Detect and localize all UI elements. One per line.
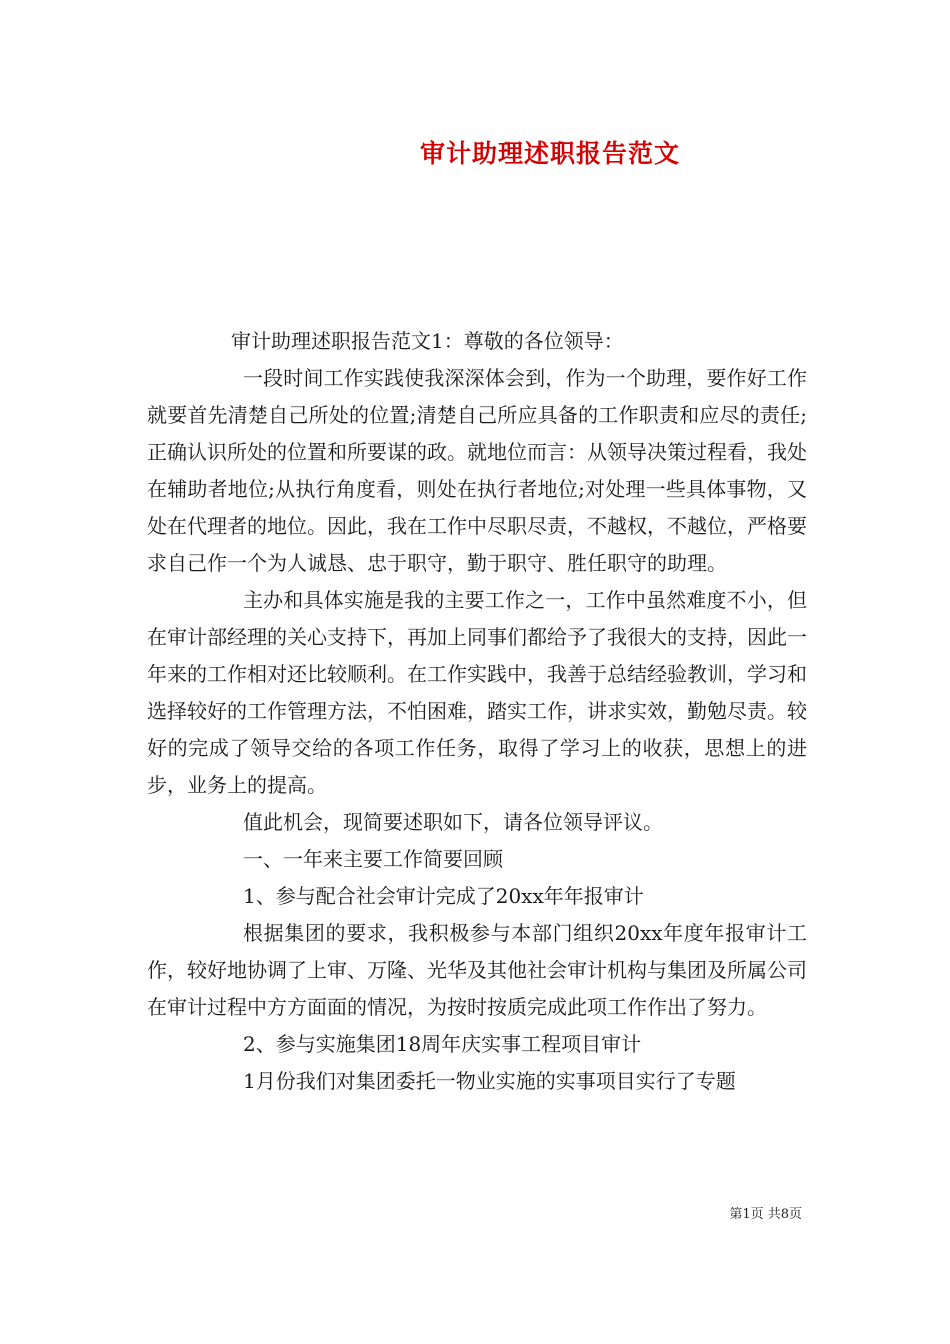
paragraph-main-work: 主办和具体实施是我的主要工作之一，工作中虽然难度不小，但在审计部经理的关心支持下，再加上同事们都给予了我很大的支持，因此一年来的工作相对还比较顺利。在工作实践中，我善于总结经验教训，学习和选择较好的工作管理方法，不怕困难，踏实工作，讲求实效，勤勉尽责。较好的完成了领导交给的各项工作任务，取得了学习上的收获，思想上的进步，业务上的提高。 — [147, 588, 807, 797]
document-title: 审计助理述职报告范文 — [419, 139, 680, 168]
paragraph-annual-audit: 根据集团的要求，我积极参与本部门组织20xx年度年报审计工作，较好地协调了上审、万隆、光华及其他社会审计机构与集团及所属公司在审计过程中方方面面的情况，为按时按质完成此项工作作出了努力。 — [147, 921, 807, 1019]
paragraph-position: 一段时间工作实践使我深深体会到，作为一个助理，要作好工作就要首先清楚自己所处的位置;清楚自己所应具备的工作职责和应尽的责任;正确认识所处的位置和所要谋的政。就地位而言：从领导决策过程看，我处在辅助者地位;从执行角度看，则处在执行者地位;对处理一些具体事物，又处在代理者的地位。因此，我在工作中尽职尽责，不越权，不越位，严格要求自己作一个为人诚恳、忠于职守，勤于职守、胜任职守的助理。 — [147, 366, 807, 575]
page-number: 第1页 共8页 — [729, 1207, 802, 1222]
document-body — [147, 323, 807, 1100]
paragraph-greeting: 审计助理述职报告范文1：尊敬的各位领导： — [231, 329, 624, 353]
paragraph-intro: 值此机会，现简要述职如下，请各位领导评议。 — [243, 810, 663, 834]
paragraph-project-audit: 1月份我们对集团委托一物业实施的实事项目实行了专题 — [243, 1069, 736, 1093]
subsection-heading-annual-audit: 1、参与配合社会审计完成了20xx年年报审计 — [243, 884, 644, 908]
subsection-heading-project-audit: 2、参与实施集团18周年庆实事工程项目审计 — [243, 1032, 642, 1056]
section-heading-review: 一、一年来主要工作简要回顾 — [243, 847, 503, 871]
